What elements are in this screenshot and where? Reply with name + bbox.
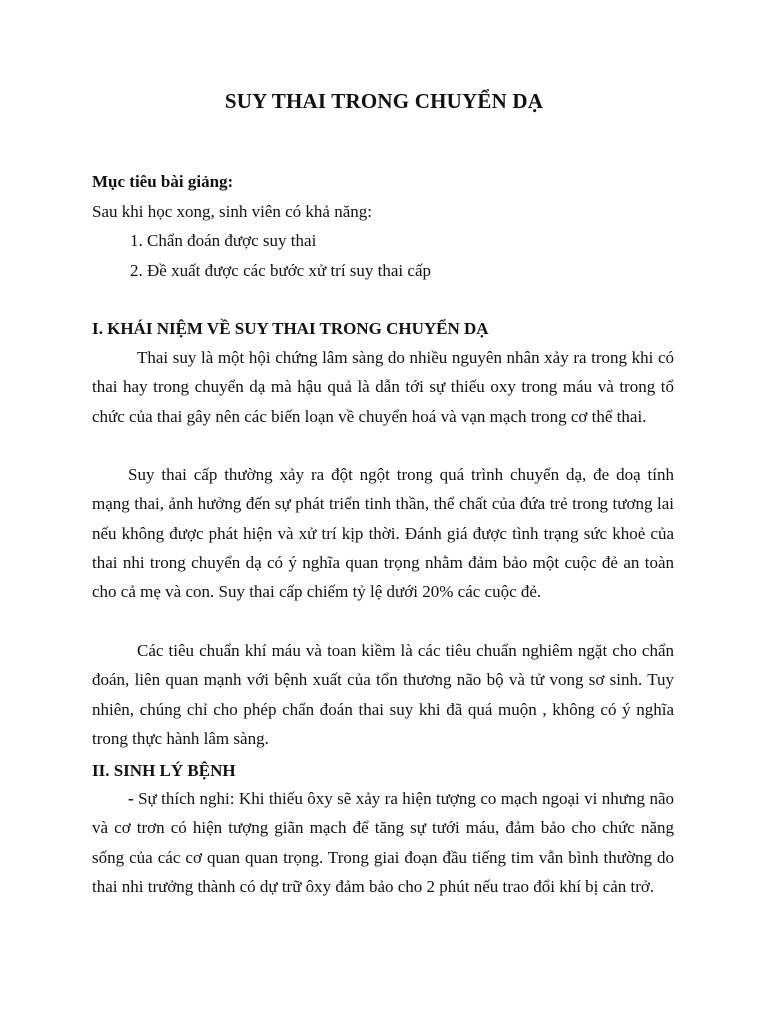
section-1-paragraph-1: Thai suy là một hội chứng lâm sàng do nhiều nguyên nhân xảy ra trong khi có thai hay trong chuyển dạ mà hậu quả là dẫn tới sự thiếu oxy trong máu và trong tổ chức của thai gây nên các biến loạn về chuyển hoá và vạn mạch trong cơ thể thai. [92, 348, 674, 426]
section-1-heading: I. KHÁI NIỆM VỀ SUY THAI TRONG CHUYỂN DẠ [92, 319, 489, 338]
objective-item-2: 2. Đề xuất được các bước xử trí suy thai cấp [130, 261, 431, 280]
section-1-paragraph-2: Suy thai cấp thường xảy ra đột ngột trong quá trình chuyển dạ, đe doạ tính mạng thai, ảnh hưởng đến sự phát triển tinh thần, thể chất của đứa trẻ trong tương lai nếu không được phát hiện và xử trí kịp thời. Đánh giá được tình trạng sức khoẻ của thai nhi trong chuyển dạ có ý nghĩa quan trọng nhằm đảm bảo một cuộc đẻ an toàn cho cả mẹ và con. Suy thai cấp chiếm tỷ lệ dưới 20% các cuộc đẻ. [92, 465, 674, 602]
section-2-heading: II. SINH LÝ BỆNH [92, 761, 236, 780]
document-title: SUY THAI TRONG CHUYỂN DẠ [224, 89, 544, 113]
paragraph-lead-dash: - [128, 789, 139, 808]
section-2-paragraph [92, 784, 674, 901]
section-1-paragraph-3: Các tiêu chuẩn khí máu và toan kiềm là các tiêu chuẩn nghiêm ngặt cho chẩn đoán, liên quan mạnh với bệnh xuất của tổn thương não bộ và tử vong sơ sinh. Tuy nhiên, chúng chỉ cho phép chẩn đoán thai suy khi đã quá muộn , không có ý nghĩa trong thực hành lâm sàng. [92, 641, 674, 748]
section-2-paragraph-text: Sự thích nghi: Khi thiếu ôxy sẽ xảy ra hiện tượng co mạch ngoại vi nhưng não và cơ trơn có hiện tượng giãn mạch để tăng sự tưới máu, đảm bảo cho chức năng sống của các cơ quan quan trọng. Trong giai đoạn đầu tiếng tim vẫn bình thường do thai nhi trưởng thành có dự trữ ôxy đảm bảo cho 2 phút nếu trao đổi khí bị cản trở. [92, 789, 674, 896]
objectives-heading: Mục tiêu bài giảng: [92, 172, 234, 191]
objective-item-1: 1. Chẩn đoán được suy thai [130, 231, 317, 250]
objectives-intro: Sau khi học xong, sinh viên có khả năng: [92, 202, 372, 221]
